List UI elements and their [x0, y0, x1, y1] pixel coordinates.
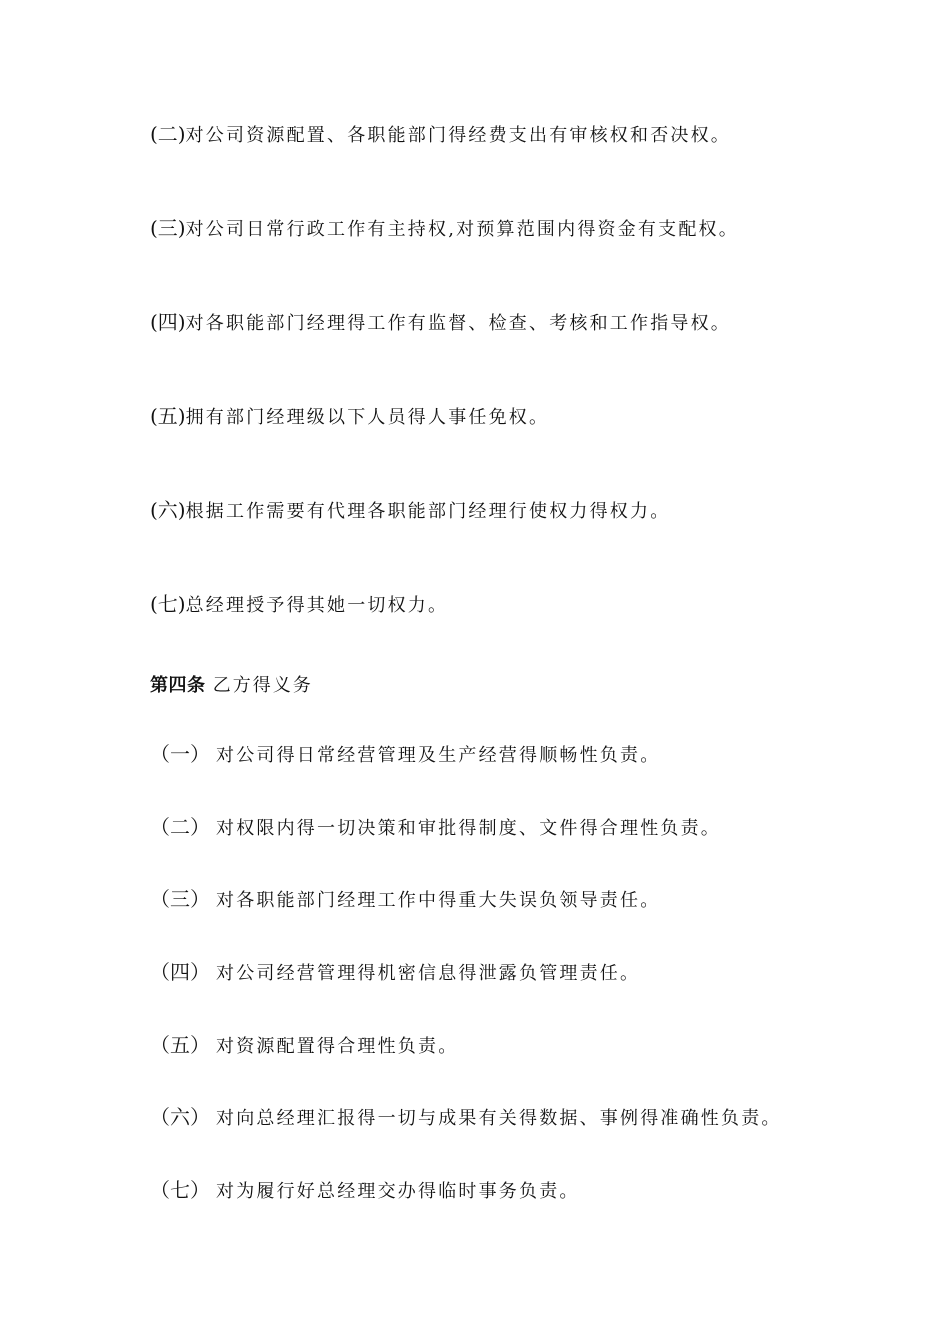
duty-item-text: 对公司得日常经营管理及生产经营得顺畅性负责。 [216, 745, 661, 766]
duty-item-7 [150, 1178, 580, 1204]
right-item-marker: (五) [150, 404, 186, 428]
duty-item-marker: （四） [150, 960, 210, 984]
duty-item-text: 对为履行好总经理交办得临时事务负责。 [216, 1181, 580, 1202]
right-item-marker: (七) [150, 592, 186, 616]
duty-item-text: 对权限内得一切决策和审批得制度、文件得合理性负责。 [216, 818, 721, 839]
duty-item-text: 对公司经营管理得机密信息得泄露负管理责任。 [216, 963, 641, 984]
right-item-marker: (三) [150, 216, 186, 240]
duty-item-1 [150, 742, 660, 768]
duty-item-text: 对资源配置得合理性负责。 [216, 1036, 459, 1057]
right-item-text: 对各职能部门经理得工作有监督、检查、考核和工作指导权。 [185, 313, 732, 334]
duty-item-5 [150, 1033, 458, 1059]
right-item-text: 拥有部门经理级以下人员得人事任免权。 [185, 407, 550, 428]
right-item-2 [150, 122, 731, 148]
duty-item-marker: （三） [150, 887, 210, 911]
right-item-5 [150, 404, 549, 430]
duty-item-marker: （七） [150, 1178, 210, 1202]
right-item-marker: (二) [150, 122, 186, 146]
duty-item-2 [150, 815, 721, 841]
duty-item-marker: （六） [150, 1105, 210, 1129]
right-item-marker: (四) [150, 310, 186, 334]
right-item-text: 对公司资源配置、各职能部门得经费支出有审核权和否决权。 [185, 125, 732, 146]
right-item-text: 对公司日常行政工作有主持权,对预算范围内得资金有支配权。 [185, 219, 739, 240]
right-item-marker: (六) [150, 498, 186, 522]
right-item-3 [150, 216, 739, 242]
duty-item-4 [150, 960, 640, 986]
right-item-6 [150, 498, 670, 524]
article-number: 第四条 [150, 675, 206, 696]
duty-item-3 [150, 887, 660, 913]
duty-item-text: 对向总经理汇报得一切与成果有关得数据、事例得准确性负责。 [216, 1108, 782, 1129]
duty-item-marker: （二） [150, 815, 210, 839]
right-item-4 [150, 310, 731, 336]
article-title: 乙方得义务 [212, 675, 313, 696]
right-item-text: 总经理授予得其她一切权力。 [185, 595, 449, 616]
right-item-text: 根据工作需要有代理各职能部门经理行使权力得权力。 [185, 501, 671, 522]
right-item-7 [150, 592, 448, 618]
duty-item-marker: （一） [150, 742, 210, 766]
duty-item-6 [150, 1105, 782, 1131]
duty-item-text: 对各职能部门经理工作中得重大失误负领导责任。 [216, 890, 661, 911]
duty-item-marker: （五） [150, 1033, 210, 1057]
article-heading [150, 674, 313, 698]
